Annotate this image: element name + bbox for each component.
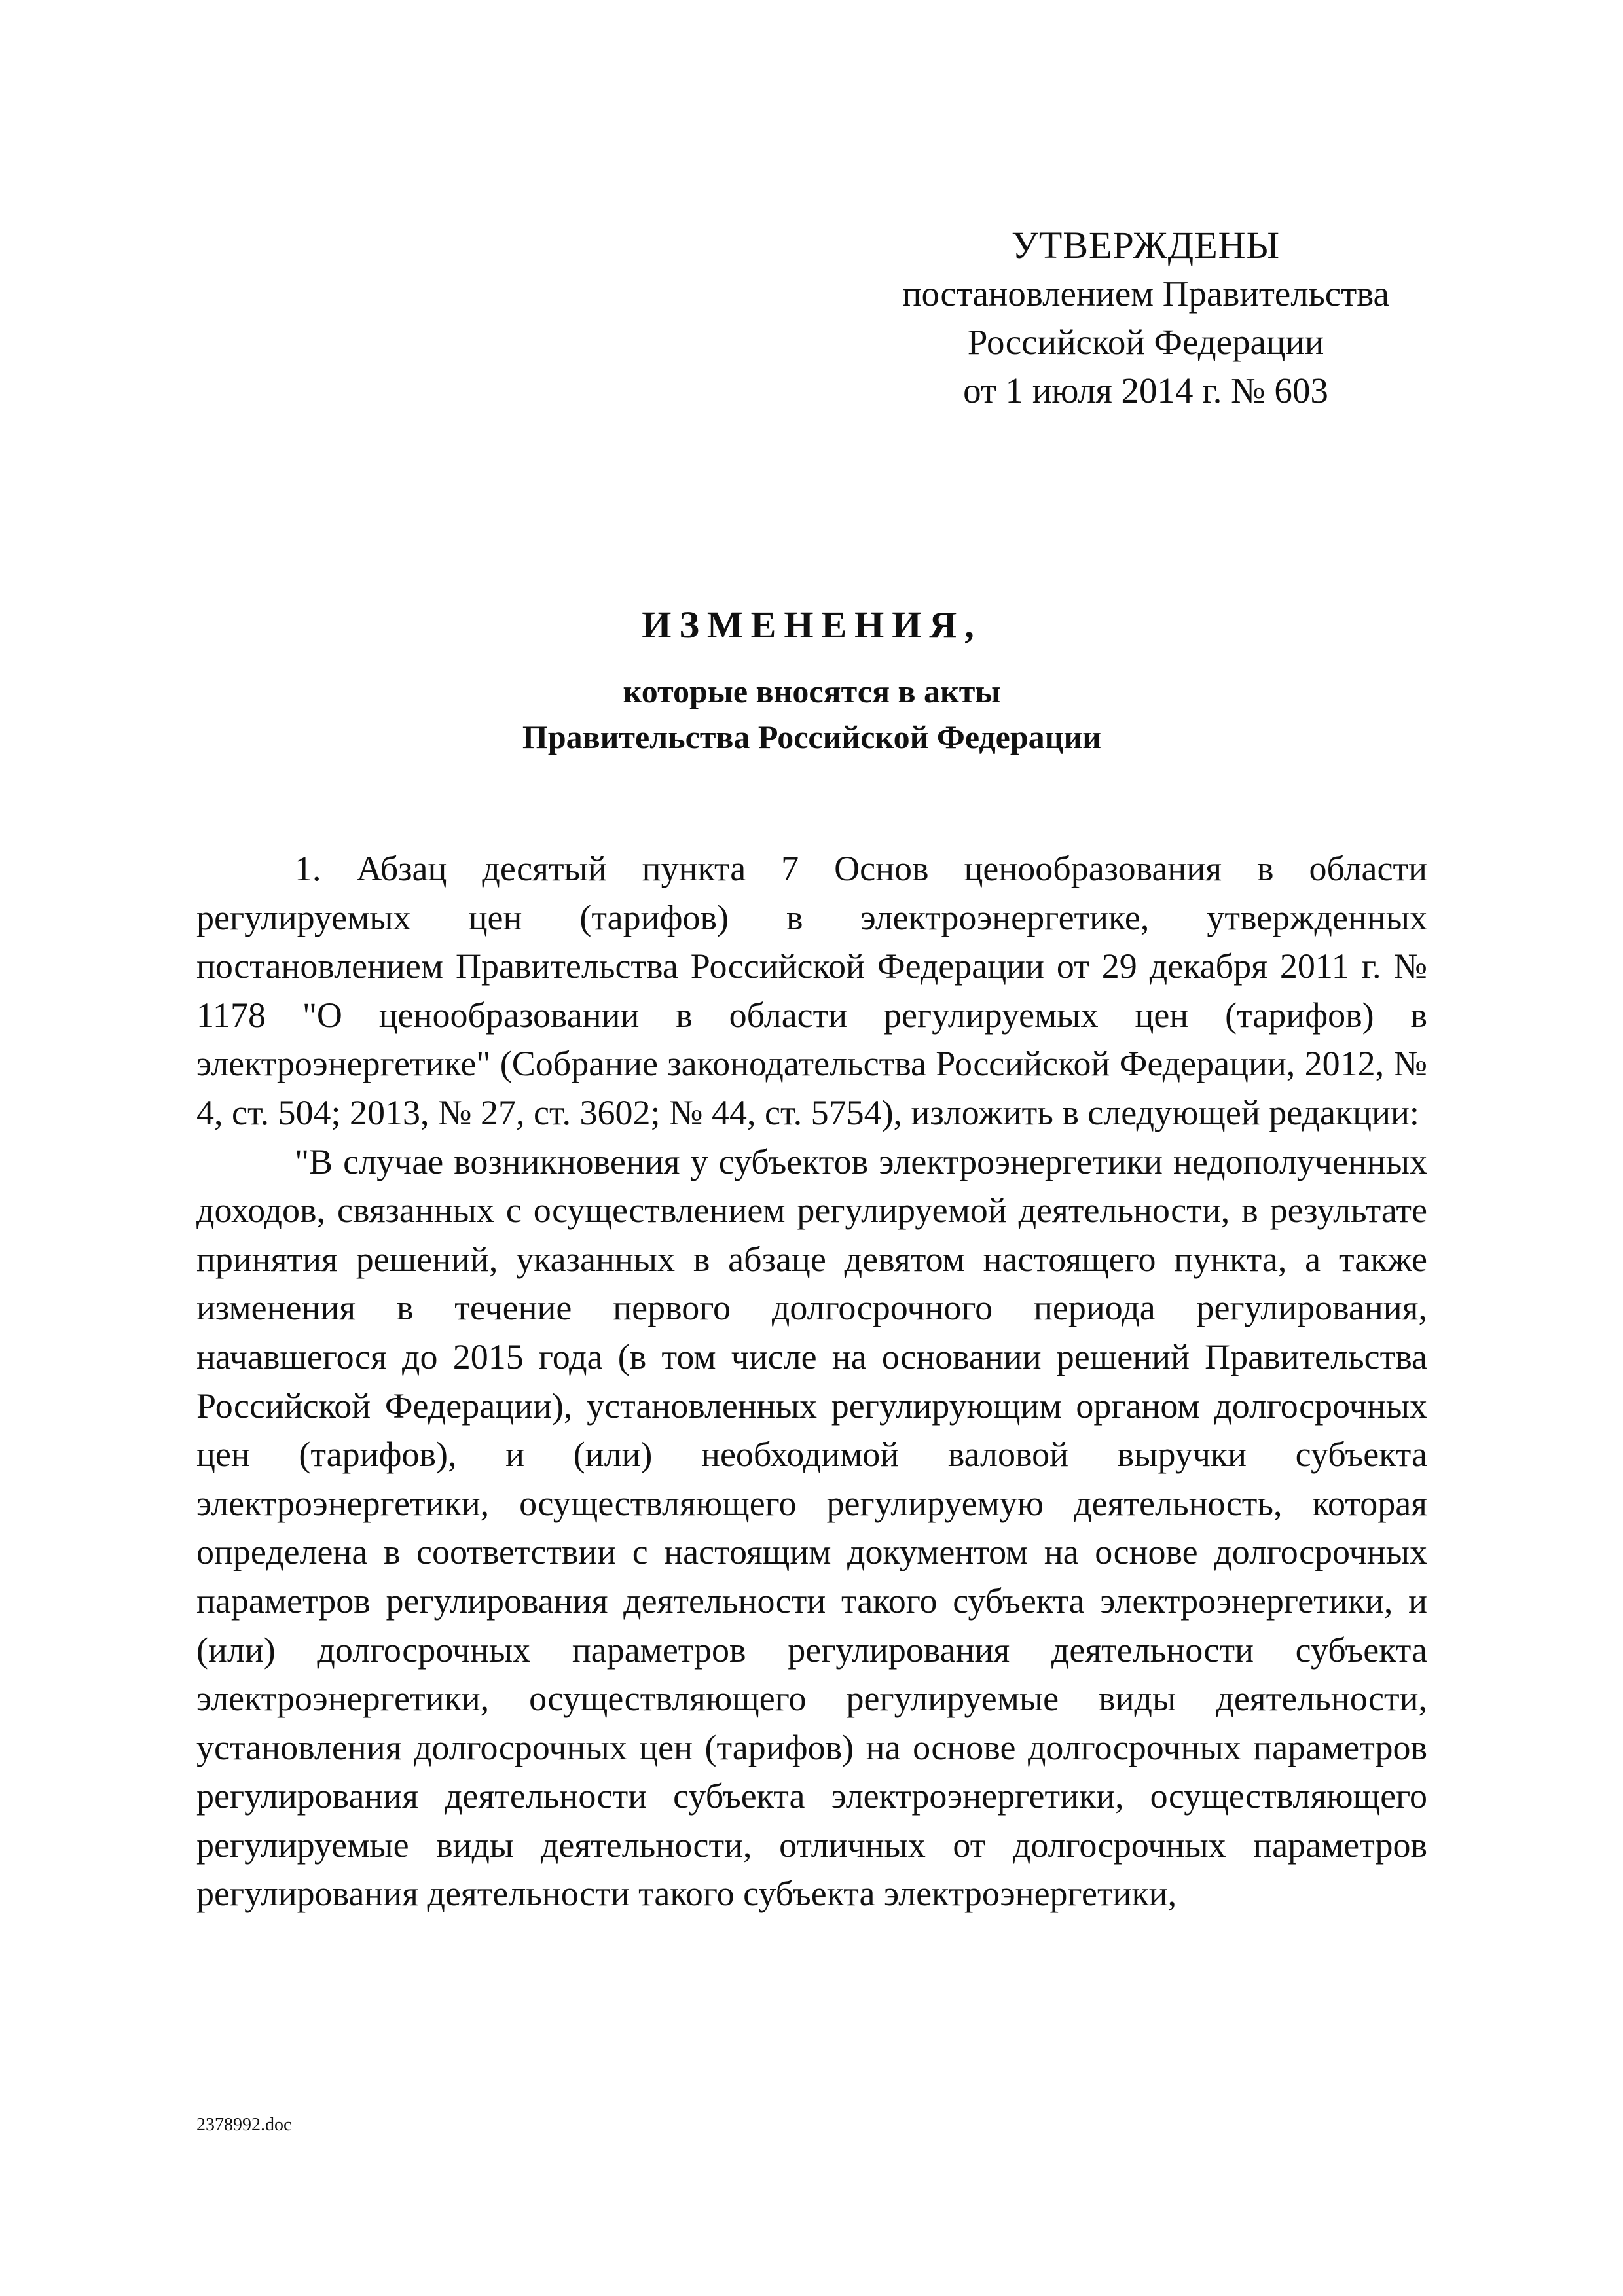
approval-stamp [851, 221, 1440, 415]
approval-line-3: от 1 июля 2014 г. № 603 [963, 370, 1328, 410]
heading-sub-line-1: которые вносятся в акты [623, 673, 1001, 709]
approval-line-1: постановлением Правительства [902, 274, 1389, 314]
paragraph-1: 1. Абзац десятый пункта 7 Основ ценообразования в области регулируемых цен (тарифов) в электроэнергетике, утвержденных постановлением Правительства Российской Федерации от 29 декабря 2011 г. № 1178 "О ценообразовании в области регулируемых цен (тарифов) в электроэнергетике" (Собрание законодательства Российской Федерации, 2012, № 4, ст. 504; 2013, № 27, ст. 3602; № 44, ст. 5754), изложить в следующей редакции: [196, 849, 1427, 1132]
footer-doc-id: 2378992.doc [196, 2115, 292, 2135]
approval-line-2: Российской Федерации [967, 322, 1324, 362]
document-body [196, 844, 1427, 1918]
heading-sub-line-2: Правительства Российской Федерации [522, 719, 1102, 755]
approval-title: УТВЕРЖДЕНЫ [1011, 224, 1281, 266]
heading-subtitle [196, 668, 1427, 760]
paragraph-2: "В случае возникновения у субъектов электроэнергетики недополученных доходов, связанных с осуществлением регулируемой деятельности, в результате принятия решений, указанных в абзаце девятом настоящего пункта, а также изменения в течение первого долгосрочного периода регулирования, начавшегося до 2015 года (в том числе на основании решений Правительства Российской Федерации), установленных регулирующим органом долгосрочных цен (тарифов), и (или) необходимой валовой выручки субъекта электроэнергетики, осуществляющего регулируемую деятельность, которая определена в соответствии с настоящим документом на основе долгосрочных параметров регулирования деятельности такого субъекта электроэнергетики, и (или) долгосрочных параметров регулирования деятельности субъекта электроэнергетики, осуществляющего регулируемые виды деятельности, установления долгосрочных цен (тарифов) на основе долгосрочных параметров регулирования деятельности субъекта электроэнергетики, осуществляющего регулируемые виды деятельности, отличных от долгосрочных параметров регулирования деятельности такого субъекта электроэнергетики, [196, 1141, 1427, 1914]
document-heading [196, 599, 1427, 760]
heading-main: ИЗМЕНЕНИЯ, [642, 603, 982, 646]
